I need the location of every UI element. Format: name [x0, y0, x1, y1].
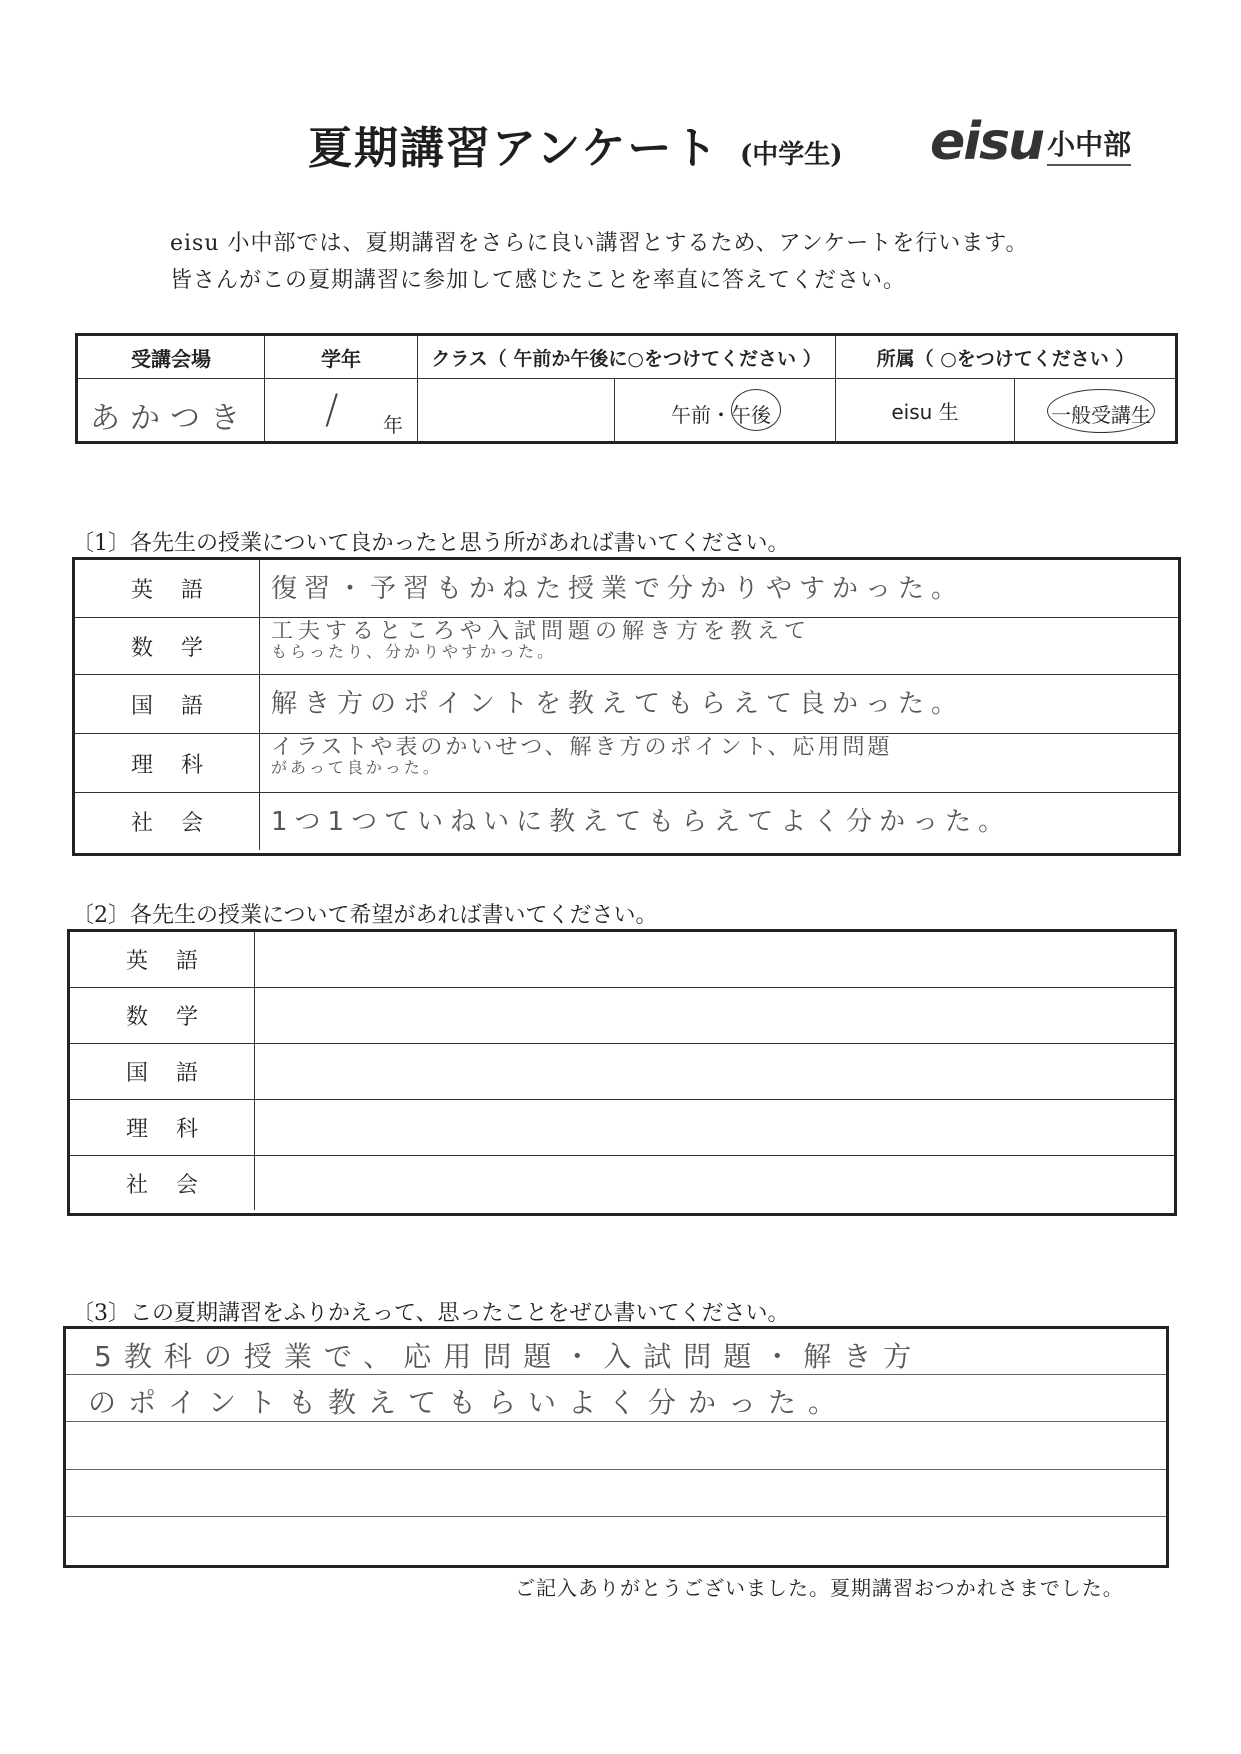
s1-row-math	[75, 618, 1178, 675]
answer-text	[271, 736, 1172, 790]
affiliation-eisu-text: eisu 生	[891, 399, 959, 424]
page-subtitle: (中学生)	[740, 140, 843, 170]
s1-row-social	[75, 793, 1178, 850]
ruled-line	[66, 1469, 1166, 1470]
answer-line-1: 工夫するところや入試問題の解き方を教えて	[271, 620, 812, 644]
subject-label: 理科	[75, 734, 260, 792]
s2-row-english	[70, 932, 1174, 988]
subject-label: 英語	[75, 560, 260, 617]
section2-heading: 〔2〕各先生の授業について希望があれば書いてください。	[72, 903, 658, 928]
ruled-line	[66, 1516, 1166, 1517]
intro-line-1: eisu 小中部では、夏期講習をさらに良い講習とするため、アンケートを行います。	[170, 231, 1029, 256]
subject-label: 英語	[70, 932, 255, 987]
section1-heading: 〔1〕各先生の授業について良かったと思う所があれば書いてください。	[72, 531, 790, 556]
s2-row-math	[70, 988, 1174, 1044]
section1-table	[72, 557, 1181, 856]
venue-value: あかつき	[90, 401, 250, 436]
answer-line-2: もらったり、分かりやすかった。	[271, 642, 557, 661]
class-header: クラス（ 午前か午後に○をつけてください ）	[418, 335, 836, 379]
reflection-line-2: のポイントも教えてもらいよく分かった。	[88, 1386, 849, 1419]
class-option-text: 午前・午後	[671, 403, 771, 427]
venue-cell	[77, 379, 265, 443]
s1-row-science	[75, 734, 1178, 793]
subject-label: 理科	[70, 1100, 255, 1155]
class-blank-cell	[418, 379, 615, 443]
affiliation-general-cell	[1015, 379, 1177, 443]
pm-circle-mark	[731, 389, 781, 431]
subject-label: 数学	[70, 988, 255, 1043]
general-circle-mark	[1047, 389, 1155, 433]
answer-text: 1つ1つていねいに教えてもらえてよく分かった。	[271, 806, 1012, 837]
info-table	[75, 333, 1178, 444]
s2-row-science	[70, 1100, 1174, 1156]
answer-text: 解き方のポイントを教えてもらえて良かった。	[271, 689, 965, 719]
subject-label: 社会	[70, 1156, 255, 1210]
s2-row-social	[70, 1156, 1174, 1210]
affiliation-header: 所属（ ○をつけてください ）	[836, 335, 1177, 379]
venue-header: 受講会場	[77, 335, 265, 379]
section2-table	[67, 929, 1177, 1216]
s2-row-japanese	[70, 1044, 1174, 1100]
intro-line-2: 皆さんがこの夏期講習に参加して感じたことを率直に答えてください。	[170, 268, 907, 293]
grade-unit: 年	[383, 413, 403, 437]
subject-label: 社会	[75, 793, 260, 850]
grade-header: 学年	[265, 335, 418, 379]
affiliation-general-text: 一般受講生	[1051, 403, 1151, 427]
section3-heading: 〔3〕この夏期講習をふりかえって、思ったことをぜひ書いてください。	[72, 1301, 790, 1326]
ruled-line	[66, 1421, 1166, 1422]
subject-label: 国語	[70, 1044, 255, 1099]
answer-line-1: イラストや表のかいせつ、解き方のポイント、応用問題	[271, 736, 893, 760]
eisu-logo	[930, 112, 1132, 172]
page-title: 夏期講習アンケート	[308, 123, 720, 174]
logo-dept: 小中部	[1047, 128, 1131, 166]
s1-row-english	[75, 560, 1178, 618]
subject-label: 数学	[75, 618, 260, 674]
grade-cell	[265, 379, 418, 443]
answer-text	[271, 620, 1172, 672]
answer-line-2: があって良かった。	[271, 758, 442, 777]
section3-box	[63, 1326, 1169, 1568]
class-option-cell	[615, 379, 836, 443]
grade-value: /	[325, 387, 339, 433]
subject-label: 国語	[75, 675, 260, 733]
footer-thanks: ご記入ありがとうございました。夏期講習おつかれさまでした。	[515, 1576, 1124, 1600]
logo-brand: eisu	[930, 112, 1044, 172]
affiliation-eisu-cell	[836, 379, 1015, 443]
reflection-line-1: 5教科の授業で、応用問題・入試問題・解き方	[94, 1340, 924, 1373]
answer-text: 復習・予習もかねた授業で分かりやすかった。	[271, 573, 965, 604]
s1-row-japanese	[75, 675, 1178, 734]
